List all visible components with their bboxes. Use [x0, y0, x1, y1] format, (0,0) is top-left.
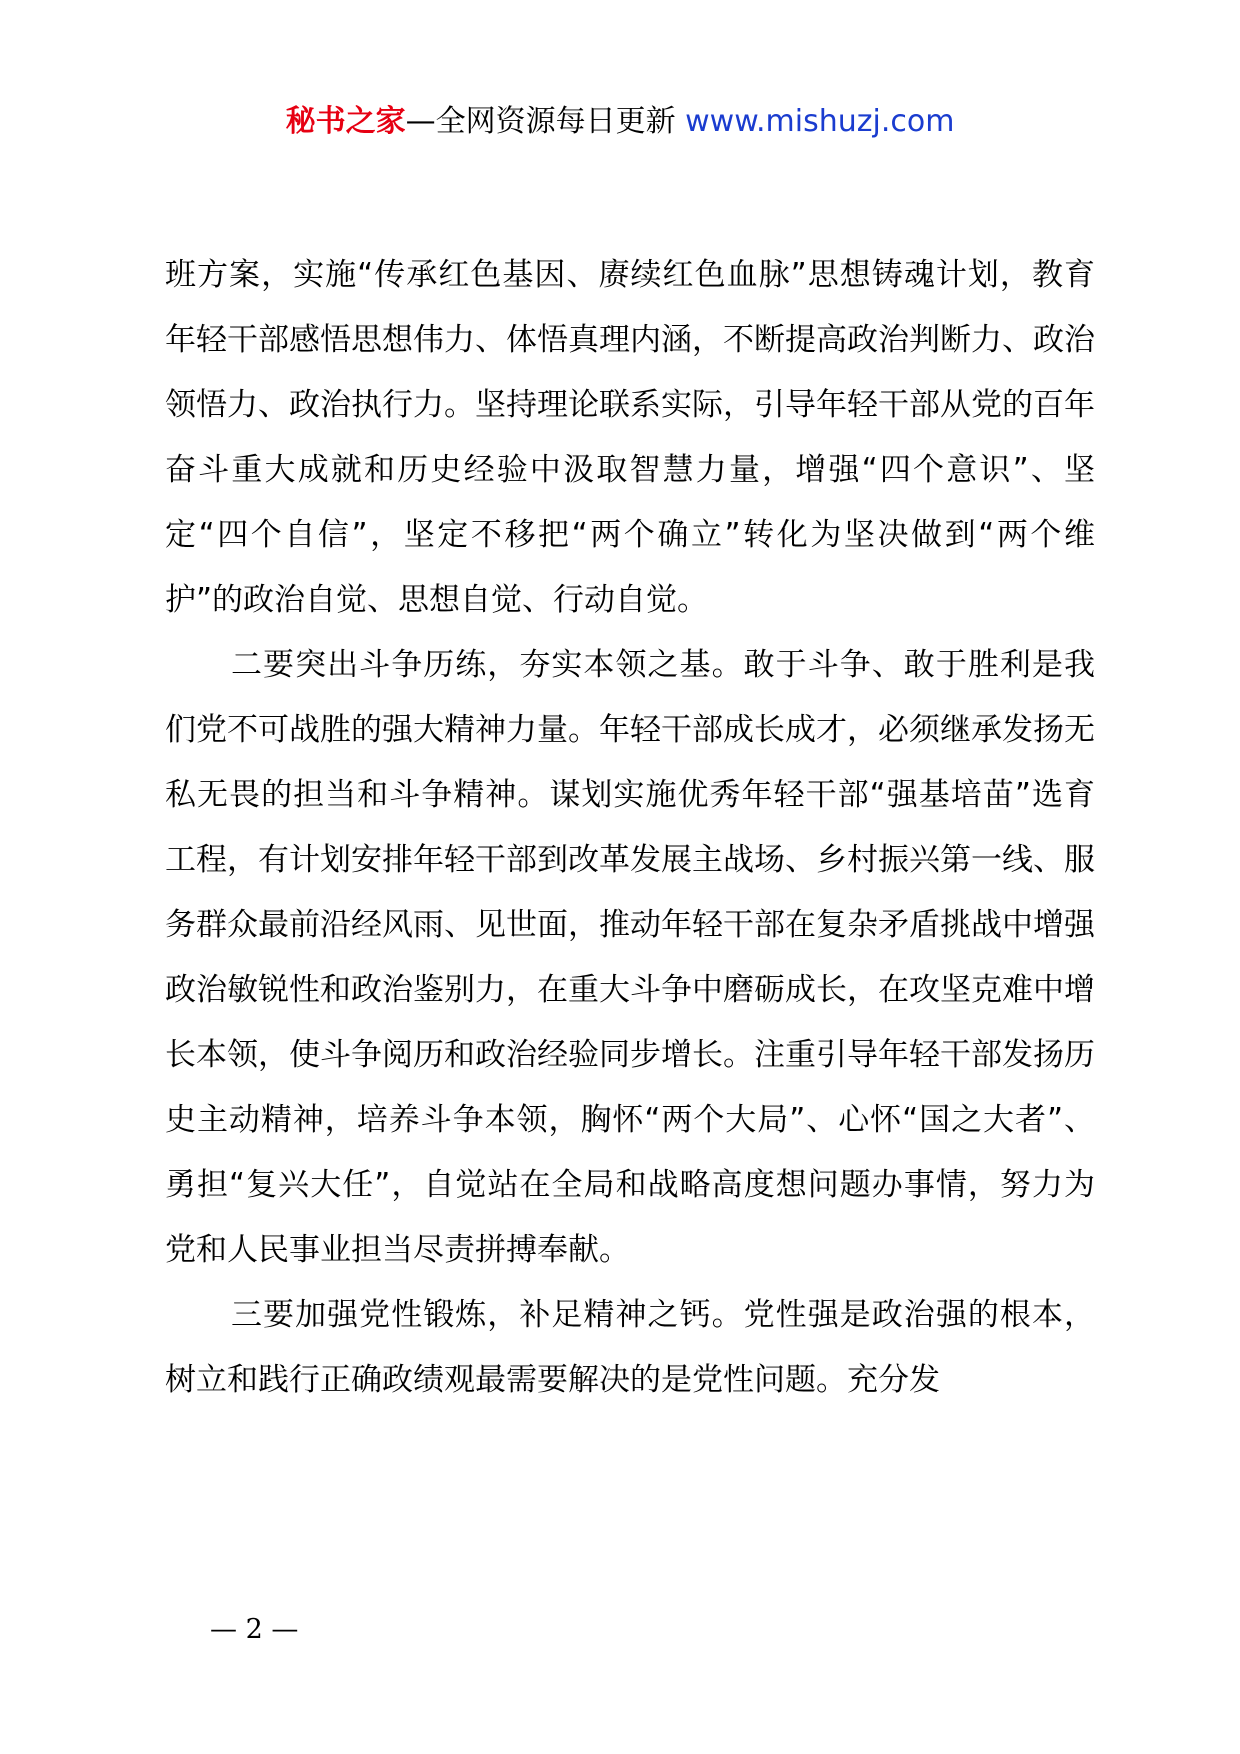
- site-slogan: —全网资源每日更新: [405, 104, 686, 139]
- site-url-link[interactable]: www.mishuzj.com: [685, 104, 955, 139]
- paragraph-struggle: 二要突出斗争历练，夯实本领之基。敢于斗争、敢于胜利是我们党不可战胜的强大精神力量。年轻干部成长成才，必须继承发扬无私无畏的担当和斗争精神。谋划实施优秀年轻干部“强基培苗”选育工程，有计划安排年轻干部到改革发展主战场、乡村振兴第一线、服务群众最前沿经风雨、见世面，推动年轻干部在复杂矛盾挑战中增强政治敏锐性和政治鉴别力，在重大斗争中磨砺成长，在攻坚克难中增长本领，使斗争阅历和政治经验同步增长。注重引导年轻干部发扬历史主动精神，培养斗争本领，胸怀“两个大局”、心怀“国之大者”、勇担“复兴大任”，自觉站在全局和战略高度想问题办事情，努力为党和人民事业担当尽责拼搏奉献。: [165, 647, 1095, 1268]
- paragraph-party-spirit: 三要加强党性锻炼，补足精神之钙。党性强是政治强的根本，树立和践行正确政绩观最需要解决的是党性问题。充分发: [165, 1297, 1095, 1398]
- brand-name: 秘书之家: [285, 104, 406, 139]
- paragraph-continued: 班方案，实施“传承红色基因、赓续红色血脉”思想铸魂计划，教育年轻干部感悟思想伟力、体悟真理内涵，不断提高政治判断力、政治领悟力、政治执行力。坚持理论联系实际，引导年轻干部从党的百年奋斗重大成就和历史经验中汲取智慧力量，增强“四个意识”、坚定“四个自信”，坚定不移把“两个确立”转化为坚决做到“两个维护”的政治自觉、思想自觉、行动自觉。: [165, 257, 1095, 618]
- page-number: — 2 —: [210, 1614, 299, 1645]
- document-body: [165, 243, 1095, 1413]
- site-header: [0, 100, 1240, 144]
